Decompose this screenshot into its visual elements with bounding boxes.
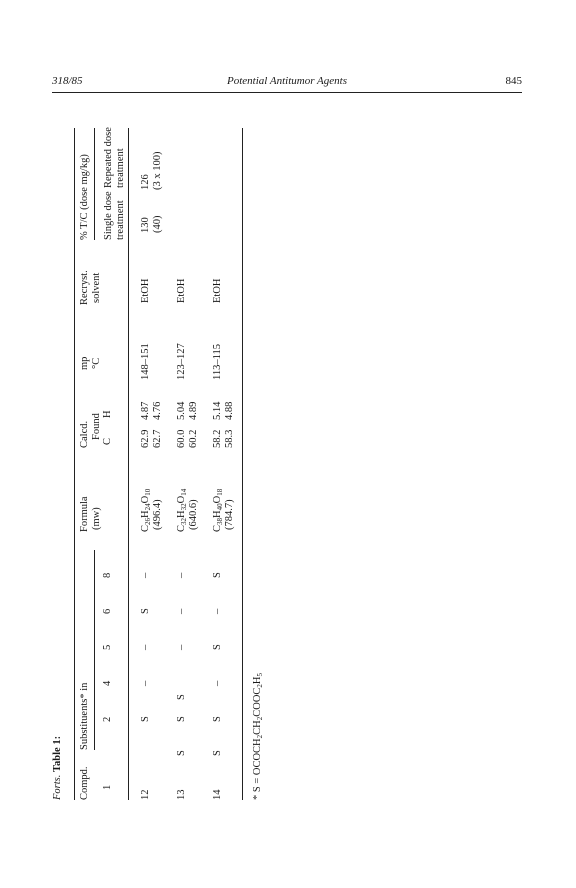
row-13-calcd-h: 5.04 — [176, 401, 187, 420]
col-calcd: Calcd. — [79, 420, 90, 448]
col-recryst: Recryst. — [79, 270, 90, 305]
pos-5: 5 — [102, 644, 113, 650]
row-14-compd: 14 — [212, 789, 223, 800]
row-13-mp: 123–127 — [176, 343, 187, 380]
row-14-sub-6: – — [212, 608, 223, 614]
row-13-found-h: 4.89 — [188, 401, 199, 420]
col-single-2: treatment — [115, 200, 126, 240]
tc-rule — [94, 128, 95, 240]
substituents-rule — [94, 550, 95, 750]
row-14-calcd-h: 5.14 — [212, 401, 223, 420]
table-top-rule — [74, 128, 75, 800]
col-mp-unit: °C — [91, 357, 102, 369]
col-found: Found — [91, 413, 102, 440]
row-14-found-h: 4.88 — [224, 401, 235, 420]
row-12-compd: 12 — [140, 789, 151, 800]
row-14-sub-2: S — [212, 716, 223, 722]
row-14-found-c: 58.3 — [224, 429, 235, 448]
row-14-sub-8: S — [212, 572, 223, 578]
row-12-sub-2: S — [140, 716, 151, 722]
row-13-calcd-c: 60.0 — [176, 429, 187, 448]
page-number: 845 — [505, 75, 522, 87]
row-14-sub-4: – — [212, 680, 223, 686]
col-repeated-1: Repeated dose — [103, 127, 114, 188]
page-header — [52, 72, 522, 93]
row-13-sub-2: S — [176, 716, 187, 722]
row-14-solvent: EtOH — [212, 278, 223, 303]
row-14-sub-5: S — [212, 644, 223, 650]
row-14-mp: 113–115 — [212, 344, 223, 380]
row-14-mw: (784.7) — [224, 499, 235, 530]
row-13-mw: (640.6) — [188, 499, 199, 530]
row-14-sub-1: S — [212, 750, 223, 756]
table-bottom-rule — [242, 128, 243, 800]
row-12-sub-6: S — [140, 608, 151, 614]
row-12-mw: (496.4) — [152, 499, 163, 530]
col-tc: % T/C (dose mg/kg) — [79, 154, 90, 240]
col-formula-mw: (mw) — [91, 507, 102, 530]
row-12-solvent: EtOH — [140, 278, 151, 303]
col-substituents: Substituents* in — [79, 682, 90, 750]
pos-8: 8 — [102, 572, 113, 578]
row-12-mp: 148–151 — [140, 343, 151, 380]
row-12-found-h: 4.76 — [152, 401, 163, 420]
col-formula: Formula — [79, 496, 90, 532]
col-mp: mp — [79, 356, 90, 370]
row-13-sub-4: S — [176, 694, 187, 700]
row-12-repeated-dose: (3 x 100) — [152, 151, 163, 190]
row-13-compd: 13 — [176, 789, 187, 800]
row-13-sub-6: – — [176, 608, 187, 614]
pos-1: 1 — [102, 784, 113, 790]
row-14-formula: $C_{38}H_{40}O_{18}$ — [212, 488, 224, 532]
table-header-rule — [128, 128, 129, 800]
row-12-formula: $C_{26}H_{24}O_{10}$ — [140, 488, 152, 532]
row-12-single-dose: (40) — [152, 215, 163, 233]
row-12-calcd-h: 4.87 — [140, 401, 151, 420]
row-13-sub-5: – — [176, 644, 187, 650]
table-caption: Forts. Table 1: — [52, 735, 63, 800]
col-solvent: solvent — [91, 272, 102, 303]
row-12-calcd-c: 62.9 — [140, 429, 151, 448]
footnote: * $S = OCOCH_2CH_2COOC_2H_5$ — [252, 672, 264, 800]
running-title: Potential Antitumor Agents — [227, 75, 347, 87]
pos-2: 2 — [102, 716, 113, 722]
row-12-sub-5: – — [140, 644, 151, 650]
journal-number: 318/85 — [52, 75, 83, 87]
row-13-sub-8: – — [176, 572, 187, 578]
col-c: C — [102, 437, 113, 445]
row-13-solvent: EtOH — [176, 278, 187, 303]
row-12-sub-8: – — [140, 572, 151, 578]
rotated-table — [52, 110, 292, 800]
col-single-1: Single dose — [103, 191, 114, 240]
row-13-found-c: 60.2 — [188, 429, 199, 448]
row-12-found-c: 62.7 — [152, 429, 163, 448]
col-compd: Compd. — [79, 766, 90, 800]
row-12-single: 130 — [140, 217, 151, 233]
row-12-repeated: 126 — [140, 174, 151, 190]
col-h: H — [102, 410, 113, 418]
pos-4: 4 — [102, 680, 113, 686]
row-13-sub-1: S — [176, 750, 187, 756]
row-14-calcd-c: 58.2 — [212, 429, 223, 448]
pos-6: 6 — [102, 608, 113, 614]
row-12-sub-4: – — [140, 680, 151, 686]
col-repeated-2: treatment — [115, 148, 126, 188]
row-13-formula: $C_{32}H_{32}O_{14}$ — [176, 488, 188, 532]
